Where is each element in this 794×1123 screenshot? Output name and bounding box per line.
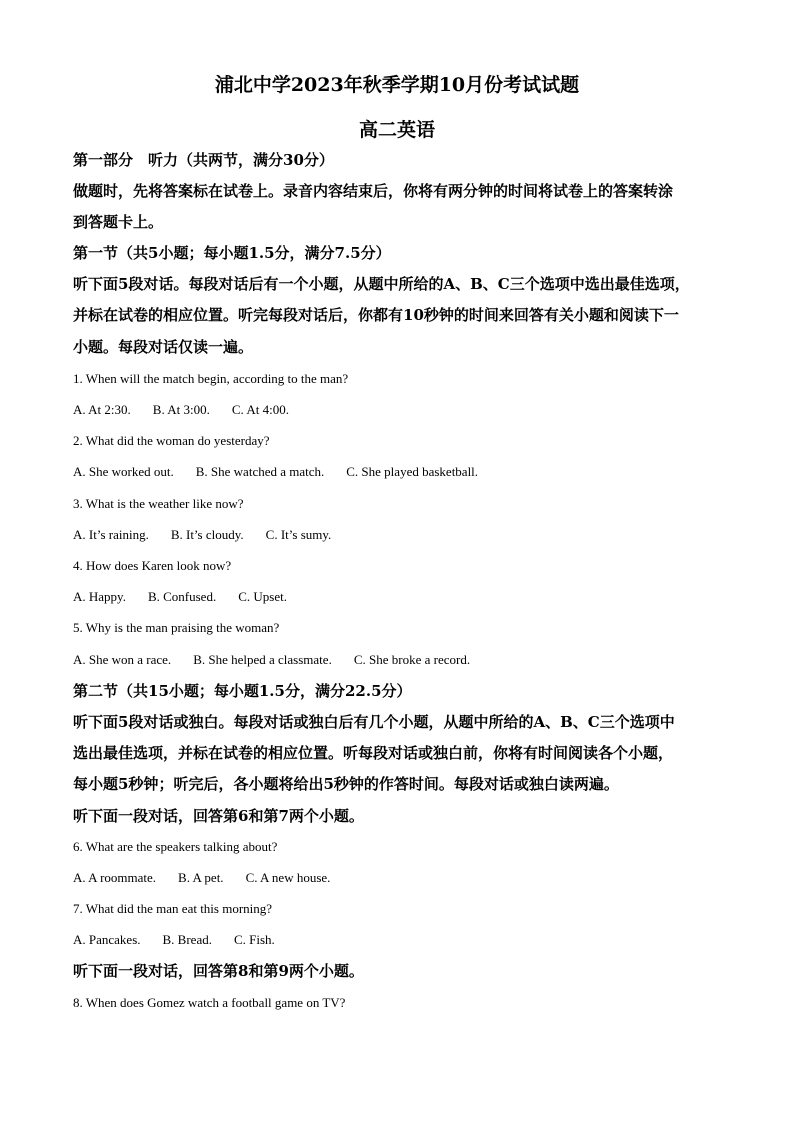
section2-instructions-line3: 每小题5秒钟；听完后，各小题将给出5秒钟的作答时间。每段对话或独白读两遍。: [73, 775, 619, 793]
question-1: 1. When will the match begin, according to the man?: [73, 371, 349, 386]
option-c: C. Upset.: [238, 589, 287, 604]
question-4-options: [73, 588, 309, 606]
question-3: 3. What is the weather like now?: [73, 496, 244, 511]
question-1-options: [73, 401, 311, 419]
option-a: A. She won a race.: [73, 652, 172, 667]
option-b: B. Bread.: [162, 932, 212, 947]
exam-title: 浦北中学2023年秋季学期10月份考试试题: [214, 74, 580, 96]
question-5: 5. Why is the man praising the woman?: [73, 620, 280, 635]
option-c: C. A new house.: [245, 870, 331, 885]
exam-subtitle: 高二英语: [358, 119, 435, 141]
question-7: 7. What did the man eat this morning?: [73, 901, 273, 916]
question-6: 6. What are the speakers talking about?: [73, 839, 278, 854]
section1-instructions-line2: 并标在试卷的相应位置。听完每段对话后，你都有10秒钟的时间来回答有关小题和阅读下一: [73, 306, 679, 324]
section2-instructions-line1: 听下面5段对话或独白。每段对话或独白后有几个小题，从题中所给的A、B、C三个选项中: [73, 713, 675, 731]
question-2: 2. What did the woman do yesterday?: [73, 433, 270, 448]
option-b: B. It’s cloudy.: [170, 527, 244, 542]
dialog-8-9-heading: 听下面一段对话，回答第8和第9两个小题。: [73, 962, 364, 980]
option-c: C. Fish.: [233, 932, 275, 947]
option-c: C. At 4:00.: [231, 402, 289, 417]
section2-heading: 第二节（共15小题；每小题1.5分，满分22.5分）: [73, 682, 412, 700]
option-b: B. Confused.: [147, 589, 217, 604]
option-c: C. It’s sumy.: [265, 527, 332, 542]
option-a: A. She worked out.: [73, 464, 174, 479]
part1-instructions-line2: 到答题卡上。: [73, 213, 164, 231]
option-c: C. She broke a record.: [353, 652, 471, 667]
question-7-options: [73, 931, 297, 949]
option-b: B. She watched a match.: [195, 464, 325, 479]
option-a: A. Pancakes.: [73, 932, 141, 947]
option-a: A. Happy.: [73, 589, 126, 604]
question-2-options: [73, 463, 500, 481]
option-a: A. It’s raining.: [73, 527, 149, 542]
section1-instructions-line3: 小题。每段对话仅读一遍。: [73, 338, 254, 356]
section2-instructions-line2: 选出最佳选项，并标在试卷的相应位置。听每段对话或独白前，你将有时间阅读各个小题，: [73, 744, 674, 762]
question-8: 8. When does Gomez watch a football game on TV?: [73, 995, 346, 1010]
dialog-6-7-heading: 听下面一段对话，回答第6和第7两个小题。: [73, 807, 364, 825]
option-b: B. She helped a classmate.: [193, 652, 332, 667]
question-3-options: [73, 526, 353, 544]
section1-instructions-line1: 听下面5段对话。每段对话后有一个小题，从题中所给的A、B、C三个选项中选出最佳选项，: [73, 275, 690, 293]
question-6-options: [73, 869, 352, 887]
section1-heading: 第一节（共5小题；每小题1.5分，满分7.5分）: [73, 244, 391, 262]
option-b: B. A pet.: [178, 870, 224, 885]
option-b: B. At 3:00.: [152, 402, 210, 417]
part1-instructions-line1: 做题时，先将答案标在试卷上。录音内容结束后，你将有两分钟的时间将试卷上的答案转涂: [73, 182, 674, 200]
question-5-options: [73, 651, 492, 669]
part1-heading: 第一部分 听力（共两节，满分30分）: [73, 151, 334, 169]
option-a: A. A roommate.: [73, 870, 157, 885]
option-a: A. At 2:30.: [73, 402, 131, 417]
question-4: 4. How does Karen look now?: [73, 558, 232, 573]
option-c: C. She played basketball.: [346, 464, 479, 479]
